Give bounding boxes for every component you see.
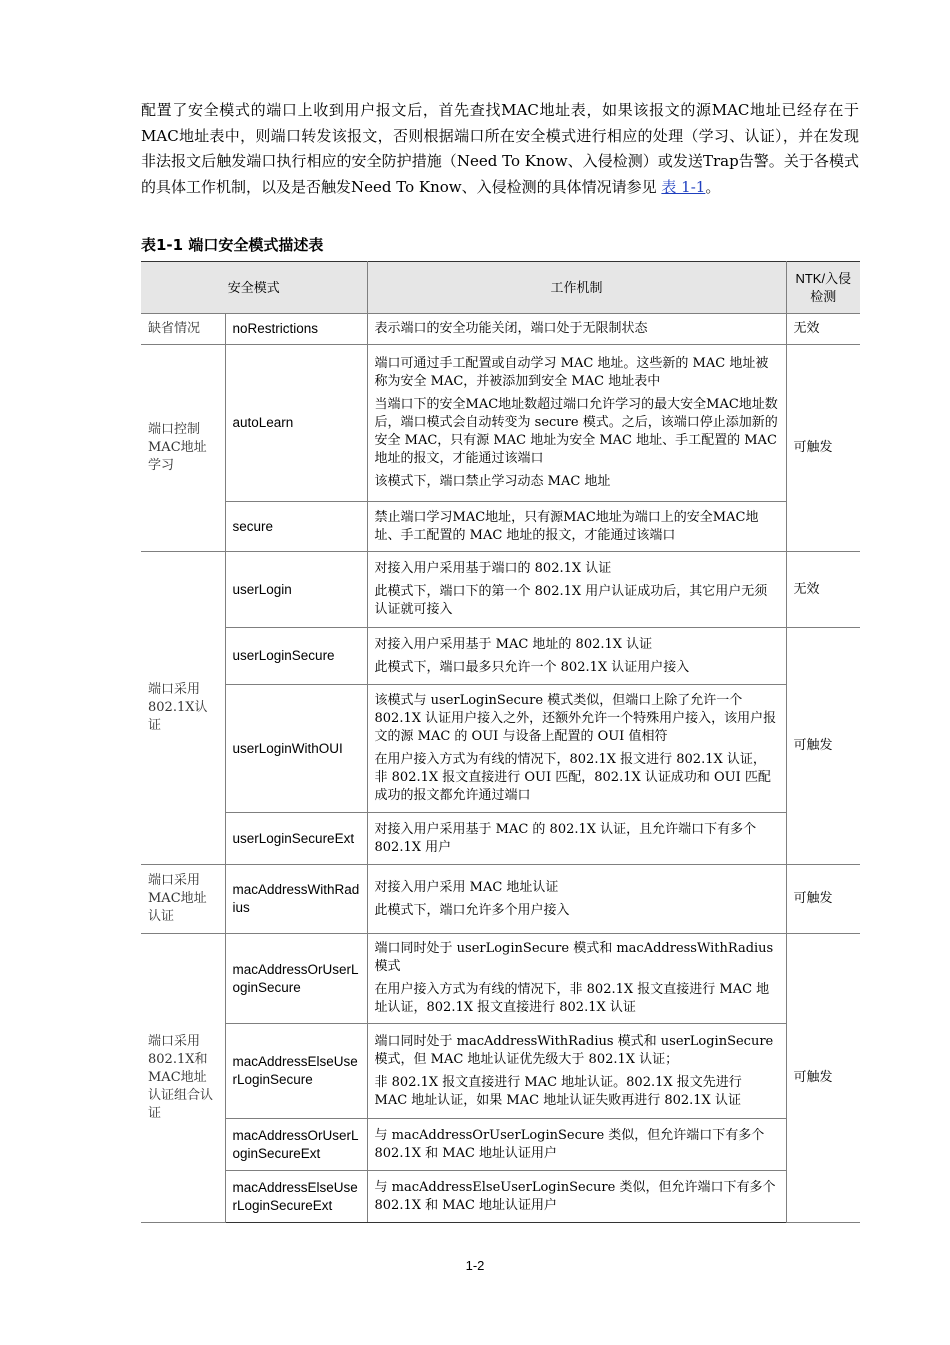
- table-row: [141, 345, 860, 502]
- mechanism-text: 端口可通过手工配置或自动学习 MAC 地址。这些新的 MAC 地址被称为安全 MAC，并被添加到安全 MAC 地址表中: [374, 356, 769, 389]
- table-row: [141, 314, 860, 345]
- table-row: [141, 685, 860, 813]
- port-security-mode-table: [141, 261, 860, 1223]
- table-row: [141, 865, 860, 934]
- group-cell: 端口控制MAC地址学习: [141, 345, 225, 552]
- table-caption: 表1-1 端口安全模式描述表: [141, 236, 324, 254]
- ntk-cell: 可触发: [786, 628, 860, 865]
- mechanism-cell: [367, 502, 786, 552]
- mechanism-text: 端口同时处于 userLoginSecure 模式和 macAddressWithRadius 模式: [374, 941, 774, 974]
- ntk-cell: 无效: [786, 552, 860, 628]
- mode-cell: userLoginSecureExt: [225, 813, 367, 865]
- mechanism-cell: [367, 934, 786, 1024]
- intro-text: 配置了安全模式的端口上收到用户报文后，首先查找MAC地址表，如果该报文的源MAC地址已经存在于MAC地址表中，则端口转发该报文，否则根据端口所在安全模式进行相应的处理（学习、认证），并在发现非法报文后触发端口执行相应的安全防护措施（Need To Know、入侵检测）或发送Trap告警。关于各模式的具体工作机制，以及是否触发Need To Know、入侵检测的具体情况请参见: [141, 101, 859, 196]
- ntk-cell: 可触发: [786, 865, 860, 934]
- mechanism-text: 在用户接入方式为有线的情况下，802.1X 报文进行 802.1X 认证，非 802.1X 报文直接进行 OUI 匹配，802.1X 认证成功和 OUI 匹配成功的报文都允许通过端口: [374, 752, 771, 803]
- mechanism-cell: [367, 865, 786, 934]
- mechanism-text: 对接入用户采用基于 MAC 地址的 802.1X 认证: [374, 636, 653, 652]
- mechanism-text: 对接入用户采用 MAC 地址认证: [374, 879, 559, 895]
- mode-cell: macAddressElseUserLoginSecureExt: [225, 1171, 367, 1223]
- group-cell: 端口采用802.1X和MAC地址认证组合认证: [141, 934, 225, 1223]
- mechanism-text: 对接入用户采用基于端口的 802.1X 认证: [374, 561, 612, 576]
- table-row: [141, 1171, 860, 1223]
- mode-cell: macAddressElseUserLoginSecure: [225, 1024, 367, 1119]
- mechanism-cell: [367, 314, 786, 345]
- mechanism-cell: [367, 1024, 786, 1119]
- mechanism-text: 禁止端口学习MAC地址，只有源MAC地址为端口上的安全MAC地址、手工配置的 MAC 地址的报文，才能通过该端口: [374, 509, 759, 543]
- mode-cell: userLoginWithOUI: [225, 685, 367, 813]
- mechanism-text: 此模式下，端口最多只允许一个 802.1X 认证用户接入: [374, 659, 690, 675]
- table-row: [141, 813, 860, 865]
- table-row: [141, 628, 860, 685]
- ntk-cell: 可触发: [786, 345, 860, 552]
- mechanism-text: 表示端口的安全功能关闭，端口处于无限制状态: [374, 321, 648, 336]
- table-reference-link[interactable]: 表 1-1: [661, 177, 706, 196]
- mode-cell: macAddressOrUserLoginSecure: [225, 934, 367, 1024]
- mechanism-cell: [367, 345, 786, 502]
- table-row: [141, 934, 860, 1024]
- table-row: [141, 552, 860, 628]
- mechanism-text: 与 macAddressOrUserLoginSecure 类似，但允许端口下有多个 802.1X 和 MAC 地址认证用户: [374, 1127, 765, 1161]
- mechanism-text: 与 macAddressElseUserLoginSecure 类似，但允许端口下有多个 802.1X 和 MAC 地址认证用户: [374, 1179, 776, 1213]
- ntk-cell: 可触发: [786, 934, 860, 1223]
- group-cell: 端口采用802.1X认证: [141, 552, 225, 865]
- intro-paragraph: [141, 98, 859, 200]
- mechanism-cell: [367, 685, 786, 813]
- mode-cell: secure: [225, 502, 367, 552]
- table-row: [141, 1119, 860, 1171]
- group-cell: 缺省情况: [141, 314, 225, 345]
- mode-cell: macAddressOrUserLoginSecureExt: [225, 1119, 367, 1171]
- mechanism-text: 在用户接入方式为有线的情况下，非 802.1X 报文直接进行 MAC 地址认证，802.1X 报文直接进行 802.1X 认证: [374, 982, 770, 1015]
- ntk-cell: 无效: [786, 314, 860, 345]
- mechanism-cell: [367, 1119, 786, 1171]
- header-mode: 安全模式: [141, 262, 367, 314]
- mechanism-text: 此模式下，端口下的第一个 802.1X 用户认证成功后，其它用户无须认证就可接入: [374, 584, 768, 617]
- mode-cell: noRestrictions: [225, 314, 367, 345]
- table-row: [141, 502, 860, 552]
- mechanism-text: 非 802.1X 报文直接进行 MAC 地址认证。802.1X 报文先进行 MAC 地址认证，如果 MAC 地址认证失败再进行 802.1X 认证: [374, 1074, 742, 1108]
- mode-cell: autoLearn: [225, 345, 367, 502]
- page-number: 1-2: [465, 1258, 485, 1273]
- mechanism-cell: [367, 1171, 786, 1223]
- mode-cell: macAddressWithRadius: [225, 865, 367, 934]
- mode-cell: userLogin: [225, 552, 367, 628]
- mode-cell: userLoginSecure: [225, 628, 367, 685]
- mechanism-text: 对接入用户采用基于 MAC 的 802.1X 认证，且允许端口下有多个 802.1X 用户: [374, 821, 757, 855]
- table-row: [141, 1024, 860, 1119]
- intro-tail: 。: [705, 177, 721, 196]
- group-cell: 端口采用MAC地址认证: [141, 865, 225, 934]
- mechanism-text: 该模式下，端口禁止学习动态 MAC 地址: [374, 474, 611, 489]
- mechanism-text: 该模式与 userLoginSecure 模式类似，但端口上除了允许一个 802.1X 认证用户接入之外，还额外允许一个特殊用户接入，该用户报文的源 MAC 的 OUI 与设备上配置的 OUI 值相符: [374, 693, 777, 744]
- header-mechanism: 工作机制: [367, 262, 786, 314]
- mechanism-text: 当端口下的安全MAC地址数超过端口允许学习的最大安全MAC地址数后，端口模式会自动转变为 secure 模式。之后，该端口停止添加新的安全 MAC，只有源 MAC 地址为安全 MAC 地址、手工配置的 MAC 地址的报文，才能通过该端口: [374, 397, 778, 466]
- mechanism-cell: [367, 552, 786, 628]
- header-ntk: NTK/入侵检测: [786, 262, 860, 314]
- mechanism-text: 端口同时处于 macAddressWithRadius 模式和 userLoginSecure 模式，但 MAC 地址认证优先级大于 802.1X 认证；: [374, 1033, 774, 1067]
- table-header-row: [141, 262, 860, 314]
- mechanism-cell: [367, 813, 786, 865]
- mechanism-text: 此模式下，端口允许多个用户接入: [374, 902, 570, 918]
- mechanism-cell: [367, 628, 786, 685]
